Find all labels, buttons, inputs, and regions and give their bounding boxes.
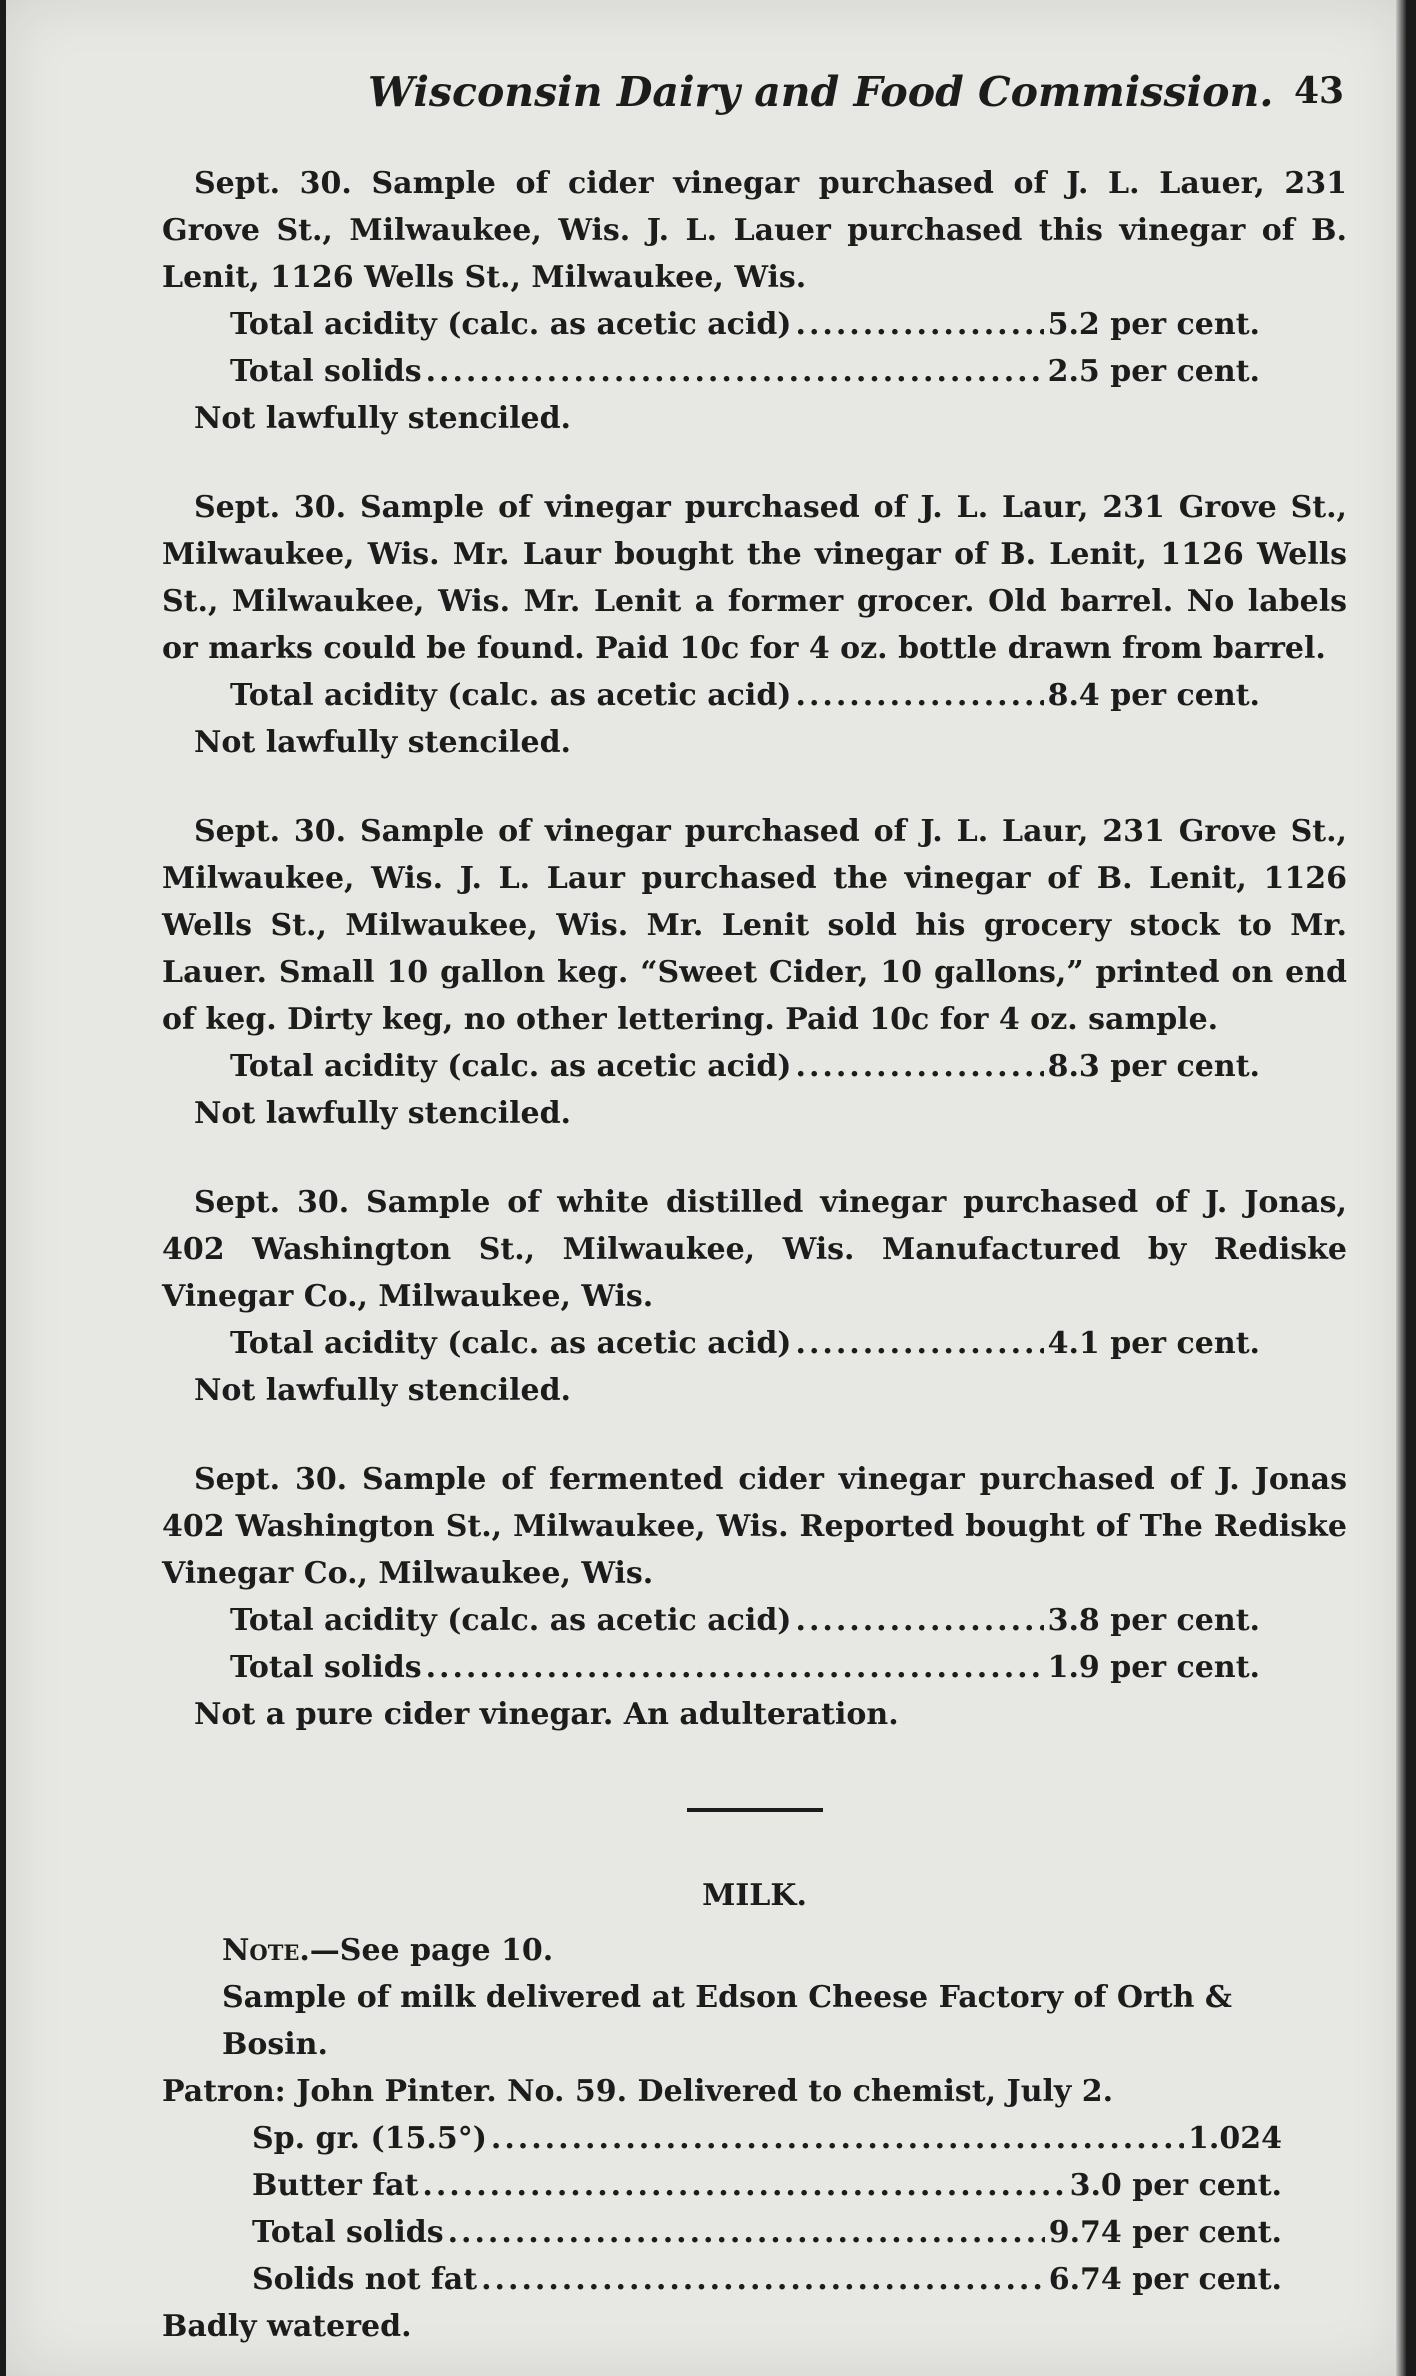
measurement-label: Total acidity (calc. as acetic acid) (230, 307, 792, 342)
measurement-row (252, 2115, 1282, 2162)
vinegar-entry (162, 1179, 1347, 1414)
measurement-label: Sp. gr. (15.5°) (252, 2121, 487, 2156)
milk-description (162, 1974, 1347, 2115)
dot-leader (426, 1644, 1044, 1691)
measurement-value: 8.4 per cent. (1047, 678, 1260, 713)
measurement-row (230, 1597, 1260, 1644)
vinegar-entry (162, 1456, 1347, 1738)
measurement-label: Total solids (230, 1650, 422, 1685)
book-page (6, 0, 1406, 2376)
measurement-value: 8.3 per cent. (1047, 1049, 1260, 1084)
dot-leader (796, 1043, 1044, 1090)
running-title: Wisconsin Dairy and Food Commission. (368, 68, 1274, 116)
entry-description: Sept. 30. Sample of vinegar purchased of J. L. Laur, 231 Grove St., Milwaukee, Wis. Mr. Laur bought the vinegar of B. Lenit, 1126 Wells St., Milwaukee, Wis. Mr. Lenit a former grocer. Old barrel. No labels or marks could be found. Paid 10c for 4 oz. bottle drawn from barrel. (162, 490, 1347, 666)
measurement-row (230, 348, 1260, 395)
measurement-label: Solids not fat (252, 2262, 478, 2297)
milk-description-line: Patron: John Pinter. No. 59. Delivered to chemist, July 2. (162, 2074, 1114, 2109)
milk-measurements (162, 2115, 1347, 2303)
dot-leader (796, 1597, 1044, 1644)
page-number: 43 (1294, 70, 1345, 112)
dot-leader (422, 2162, 1065, 2209)
measurement-label: Total acidity (calc. as acetic acid) (230, 678, 792, 713)
dot-leader (426, 348, 1044, 395)
entry-verdict: Not lawfully stenciled. (194, 401, 571, 436)
page-edge (1396, 0, 1406, 2376)
section-divider (687, 1808, 823, 1812)
measurement-row (230, 1644, 1260, 1691)
measurement-row (252, 2162, 1282, 2209)
dot-leader (481, 2256, 1045, 2303)
dot-leader (448, 2209, 1045, 2256)
measurement-value: 9.74 per cent. (1048, 2215, 1282, 2250)
measurement-label: Butter fat (252, 2168, 419, 2203)
measurement-label: Total acidity (calc. as acetic acid) (230, 1049, 792, 1084)
measurement-label: Total acidity (calc. as acetic acid) (230, 1326, 792, 1361)
entry-verdict: Not a pure cider vinegar. An adulteration. (194, 1697, 899, 1732)
vinegar-entry (162, 160, 1347, 442)
note-label: Note. (222, 1933, 310, 1968)
entry-description: Sept. 30. Sample of cider vinegar purchased of J. L. Lauer, 231 Grove St., Milwaukee, Wis. J. L. Lauer purchased this vinegar of B. Lenit, 1126 Wells St., Milwaukee, Wis. (162, 166, 1347, 295)
page-header (6, 68, 1406, 128)
note-text: —See page 10. (309, 1933, 554, 1968)
dot-leader (796, 1320, 1044, 1367)
measurement-value: 1.9 per cent. (1047, 1650, 1260, 1685)
dot-leader (491, 2115, 1184, 2162)
dot-leader (796, 301, 1044, 348)
measurement-value: 1.024 (1188, 2121, 1282, 2156)
measurement-label: Total solids (252, 2215, 444, 2250)
measurement-value: 3.0 per cent. (1069, 2168, 1282, 2203)
entry-verdict: Not lawfully stenciled. (194, 1373, 571, 1408)
milk-section (162, 1872, 1347, 2350)
section-note (222, 1927, 1347, 1974)
milk-description-line: Sample of milk delivered at Edson Cheese Factory of Orth & Bosin. (222, 1980, 1232, 2062)
milk-verdict: Badly watered. (162, 2309, 412, 2344)
measurement-value: 2.5 per cent. (1047, 354, 1260, 389)
page-content (162, 160, 1347, 2350)
entry-description: Sept. 30. Sample of white distilled vinegar purchased of J. Jonas, 402 Washington St., Milwaukee, Wis. Manufactured by Rediske Vinegar Co., Milwaukee, Wis. (162, 1185, 1347, 1314)
section-title: MILK. (702, 1878, 807, 1913)
measurement-label: Total acidity (calc. as acetic acid) (230, 1603, 792, 1638)
measurement-value: 4.1 per cent. (1047, 1326, 1260, 1361)
measurement-value: 6.74 per cent. (1048, 2262, 1282, 2297)
measurement-value: 5.2 per cent. (1047, 307, 1260, 342)
measurement-row (230, 672, 1260, 719)
measurement-row (252, 2256, 1282, 2303)
entry-verdict: Not lawfully stenciled. (194, 1096, 571, 1131)
measurement-row (230, 1043, 1260, 1090)
dot-leader (796, 672, 1044, 719)
entry-description: Sept. 30. Sample of fermented cider vinegar purchased of J. Jonas 402 Washington St., Milwaukee, Wis. Reported bought of The Rediske Vinegar Co., Milwaukee, Wis. (162, 1462, 1347, 1591)
entry-verdict: Not lawfully stenciled. (194, 725, 571, 760)
measurement-value: 3.8 per cent. (1047, 1603, 1260, 1638)
measurement-label: Total solids (230, 354, 422, 389)
vinegar-entry (162, 484, 1347, 766)
vinegar-entry (162, 808, 1347, 1137)
measurement-row (230, 301, 1260, 348)
measurement-row (230, 1320, 1260, 1367)
entry-description: Sept. 30. Sample of vinegar purchased of J. L. Laur, 231 Grove St., Milwaukee, Wis. J. L. Laur purchased the vinegar of B. Lenit, 1126 Wells St., Milwaukee, Wis. Mr. Lenit sold his grocery stock to Mr. Lauer. Small 10 gallon keg. “Sweet Cider, 10 gallons,” printed on end of keg. Dirty keg, no other lettering. Paid 10c for 4 oz. sample. (162, 814, 1347, 1037)
measurement-row (252, 2209, 1282, 2256)
